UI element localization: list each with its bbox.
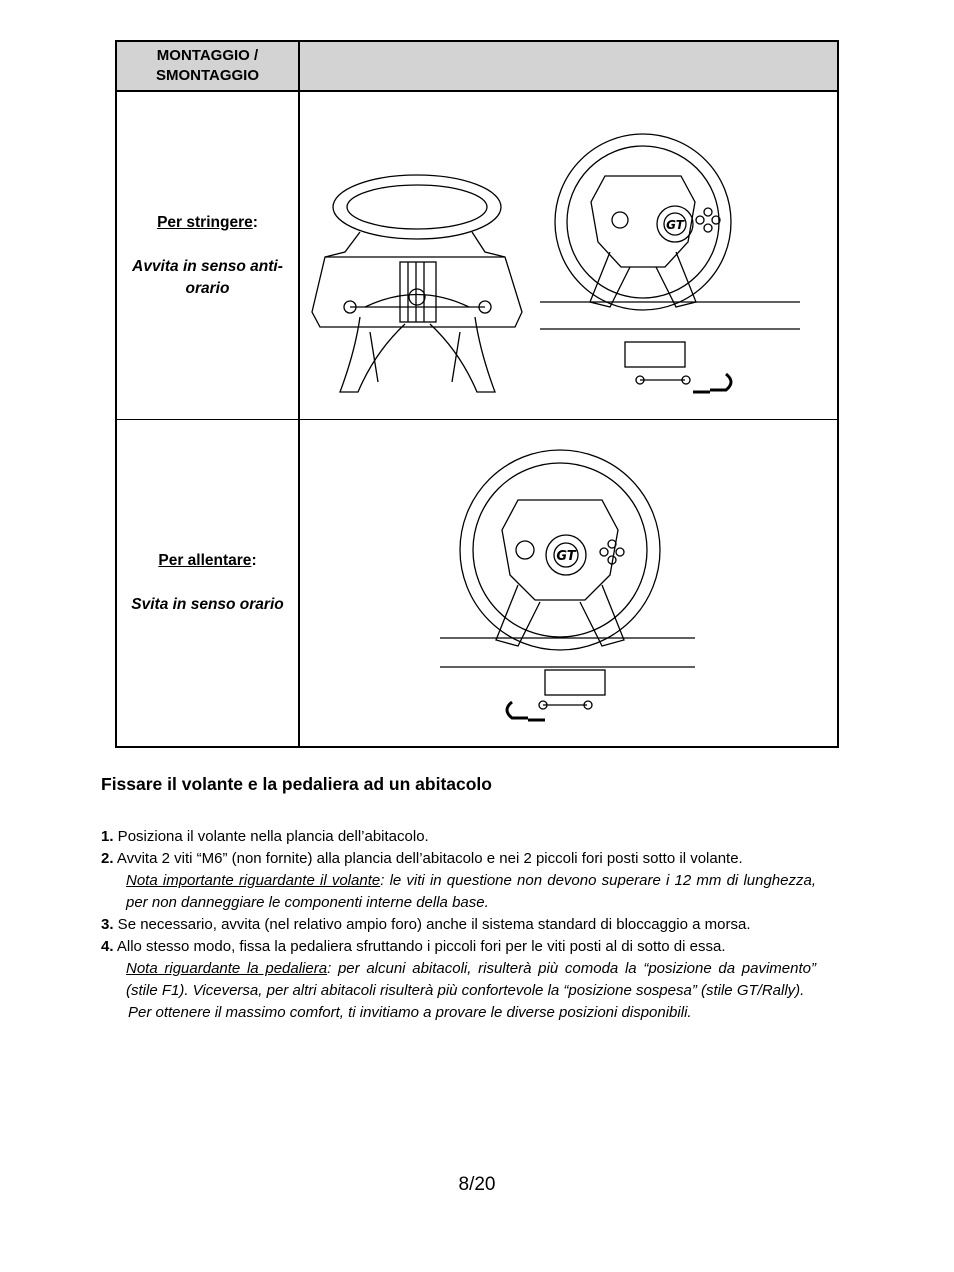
table-row-loosen [117, 420, 837, 746]
note-label: Nota riguardante la pedaliera [126, 960, 328, 977]
tighten-label-cell [117, 92, 300, 419]
wheel-front-view-illustration [440, 450, 695, 709]
table-row-tighten [117, 92, 837, 420]
tighten-illustration [300, 92, 837, 419]
table-header-row [117, 42, 837, 92]
page-number: 8/20 [458, 1174, 496, 1195]
tighten-title: Per stringere [157, 213, 253, 231]
gt-logo-icon: GT [666, 218, 684, 232]
comfort-note: Per ottenere il massimo comfort, ti invitiamo a provare le diverse posizioni disponibili. [128, 1004, 692, 1021]
note-label: Nota importante riguardante il volante [126, 872, 381, 889]
mounting-table [115, 40, 839, 748]
wheel-note [126, 870, 816, 914]
section-title: Fissare il volante e la pedaliera ad un abitacolo [101, 774, 492, 794]
base-side-view-illustration [312, 175, 522, 392]
step-number: 1. [101, 828, 114, 845]
list-item [101, 936, 816, 958]
loosen-illustration [300, 420, 837, 746]
tighten-illustration-cell [300, 92, 837, 419]
table-header-label: MONTAGGIO / SMONTAGGIO [117, 42, 300, 90]
loosen-description: Svita in senso orario [131, 596, 284, 613]
gt-logo-icon: GT [556, 549, 576, 564]
note-text: : le viti in questione non devono superare i 12 mm di lunghezza, per non danneggiare le componenti interne della base. [126, 872, 816, 911]
step-number: 4. [101, 938, 114, 955]
list-item [101, 826, 816, 848]
steps-list [101, 826, 816, 1024]
tighten-description: Avvita in senso anti-orario [132, 257, 283, 297]
wheel-front-view-illustration [540, 134, 800, 384]
step-text: Allo stesso modo, fissa la pedaliera sfruttando i piccoli fori per le viti posti al di sotto di essa. [113, 938, 726, 955]
counterclockwise-arrow-icon [693, 374, 731, 392]
step-text: Avvita 2 viti “M6” (non fornite) alla plancia dell’abitacolo e nei 2 piccoli fori posti sotto il volante. [113, 850, 743, 867]
pedal-note [126, 958, 816, 1002]
loosen-illustration-cell [300, 420, 837, 746]
loosen-colon: : [251, 552, 257, 569]
step-number: 3. [101, 916, 114, 933]
note-text: : per alcuni abitacoli, risulterà più comoda la “posizione da pavimento” (stile F1). Viceversa, per altri abitacoli risulterà più confortevole la “posizione sospesa” (stile GT/Rally). [126, 960, 816, 999]
list-item [101, 848, 816, 870]
loosen-label-cell [117, 420, 300, 746]
tighten-colon: : [252, 213, 258, 231]
loosen-title: Per allentare [158, 552, 252, 569]
list-item [101, 914, 816, 936]
step-number: 2. [101, 850, 114, 867]
step-text: Posiziona il volante nella plancia dell’abitacolo. [113, 828, 429, 845]
step-text: Se necessario, avvita (nel relativo ampio foro) anche il sistema standard di bloccaggio a morsa. [113, 916, 751, 933]
